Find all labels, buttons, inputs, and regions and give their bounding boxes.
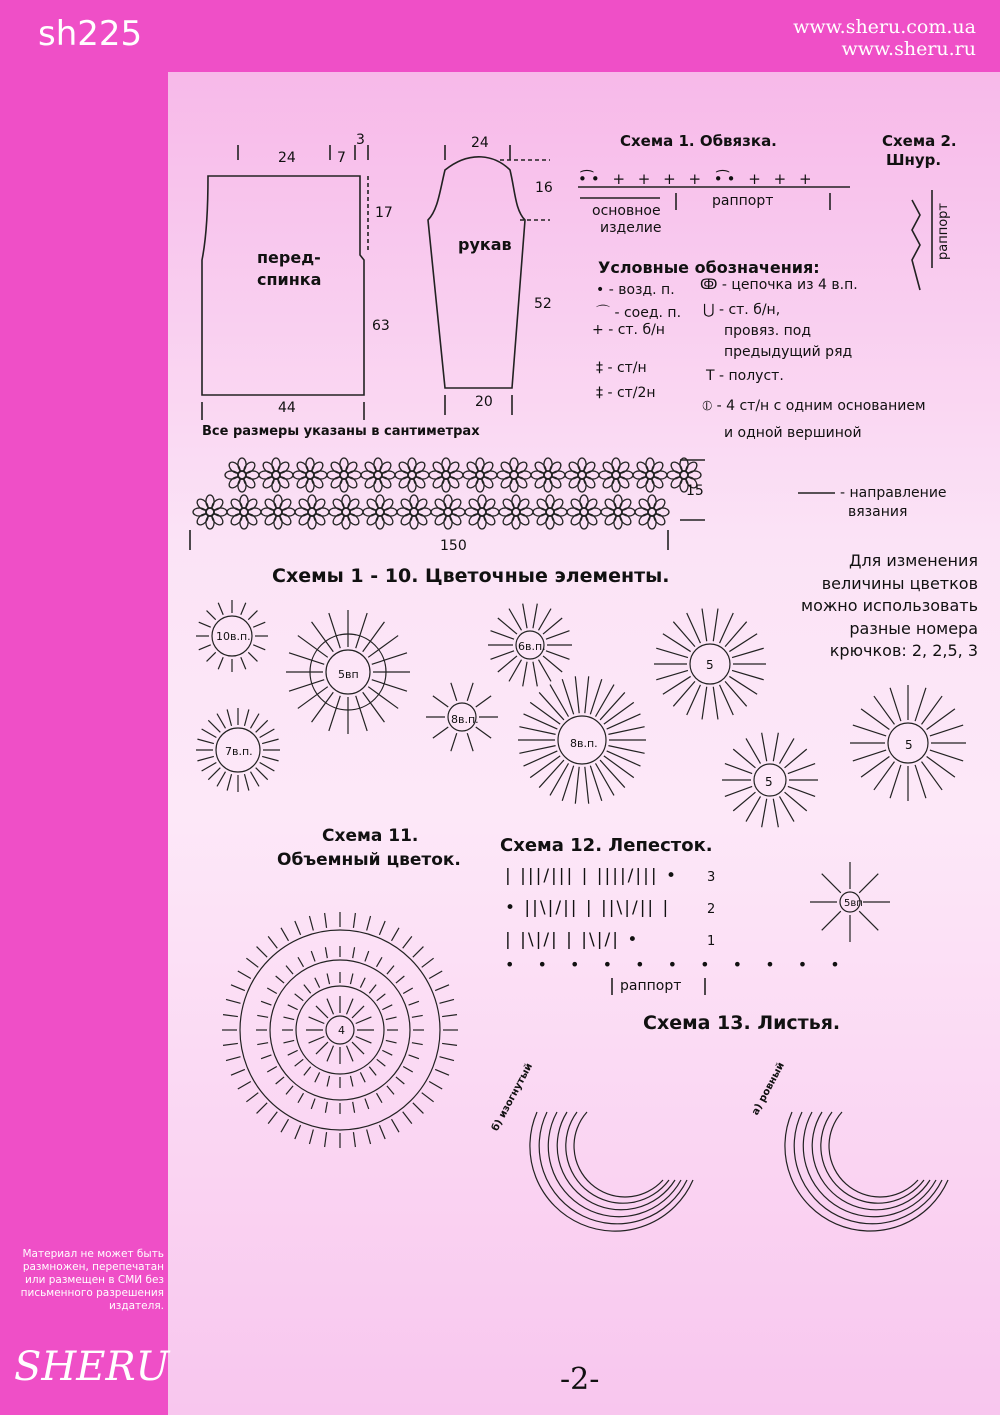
band-flower <box>395 458 429 492</box>
motif4-center: 5 <box>706 658 714 672</box>
band-flower <box>293 458 327 492</box>
motif5-center: 7в.п. <box>225 745 253 758</box>
sleeve-dim-16: 16 <box>535 180 553 196</box>
chain-picot-icon: ↂ <box>700 277 718 293</box>
band-flower <box>499 495 533 529</box>
front-back-label-1: перед- <box>257 248 321 267</box>
band-flower <box>225 458 259 492</box>
band-flower <box>431 495 465 529</box>
scheme2-title-2: Шнур. <box>886 151 942 169</box>
scheme2-title-1: Схема 2. <box>882 132 957 150</box>
dim-3: 3 <box>356 132 365 148</box>
scheme1-stitches: •͡• + + + + •͡• + + + <box>578 170 816 188</box>
legend-right-4: предыдущий ряд <box>724 344 853 360</box>
sleeve-dim-20: 20 <box>475 394 493 410</box>
hook-icon: ⋃ <box>703 302 715 318</box>
legend-item-2: ⌒ - соед. п. <box>596 305 682 321</box>
dim-63: 63 <box>372 318 390 334</box>
band-flower <box>429 458 463 492</box>
scheme11-center: 4 <box>338 1024 345 1037</box>
motif8-center: 5 <box>765 775 773 789</box>
dc-icon: ‡ <box>596 360 603 376</box>
tr-icon: ‡ <box>596 385 603 401</box>
flower-band <box>193 458 701 529</box>
scheme12-row2: • ||\|/|| | ||\|/|| | <box>505 898 671 918</box>
flowers-title: Схемы 1 - 10. Цветочные элементы. <box>272 565 670 587</box>
band-flower <box>261 495 295 529</box>
cluster-icon: ⦶ <box>702 398 713 414</box>
leaf-motif <box>785 1112 948 1231</box>
leaf-motif <box>530 1112 693 1231</box>
bullet-icon: • <box>596 282 605 298</box>
sizes-note: Все размеры указаны в сантиметрах <box>202 424 480 439</box>
brand-logo: SHERU <box>14 1344 170 1390</box>
scheme12-row3: | |||/||| | ||||/||| • <box>505 866 679 886</box>
page-number: -2- <box>560 1362 600 1397</box>
dim-44: 44 <box>278 400 296 416</box>
legend-item-3: + - ст. б/н <box>592 322 665 338</box>
band-dim-150: 150 <box>440 538 467 554</box>
scheme1-repeat: раппорт <box>712 193 774 209</box>
band-flower <box>633 458 667 492</box>
scheme12-repeat: раппорт <box>620 978 682 994</box>
legend-right-2: ⋃ - ст. б/н, <box>703 302 781 318</box>
copyright-note: Материал не может быть размножен, перепечатан или размещен в СМИ без письменного разрешения издателя. <box>20 1248 164 1312</box>
motif2-center: 5вп <box>338 668 359 681</box>
band-flower <box>397 495 431 529</box>
legend-item-5: ‡ - ст/2н <box>596 385 656 401</box>
band-flower <box>193 495 227 529</box>
scheme2-repeat: раппорт <box>936 203 951 260</box>
sleeve-outline <box>428 157 525 388</box>
site-url-ru[interactable]: www.sheru.ru <box>841 38 976 60</box>
band-flower <box>531 458 565 492</box>
band-flower <box>227 495 261 529</box>
band-flower <box>295 495 329 529</box>
sleeve-label: рукав <box>458 235 512 254</box>
arc-icon: ⌒ <box>596 305 610 321</box>
sleeve-dim-24: 24 <box>471 135 489 151</box>
flowers-note: Для изменения величины цветков можно использовать разные номера крючков: 2, 2,5, 3 <box>801 551 978 660</box>
motif6-center: 8в.п. <box>451 713 479 726</box>
scheme1-base: основное <box>592 203 661 219</box>
motif3-center: 6в.п. <box>518 640 546 653</box>
band-flower <box>327 458 361 492</box>
legend-right-5: T - полуст. <box>706 368 784 384</box>
band-flower <box>463 458 497 492</box>
legend-right-3: провяз. под <box>724 323 812 339</box>
motif1-center: 10в.п. <box>216 630 251 643</box>
direction-label-2: вязания <box>848 504 908 520</box>
leaf-b-label: б) изогнутый <box>490 1061 536 1134</box>
band-flower <box>363 495 397 529</box>
petal-flower-center: 5вп <box>844 898 863 909</box>
scheme11-title-1: Схема 11. <box>322 826 419 846</box>
band-flower <box>635 495 669 529</box>
legend-right-7: и одной вершиной <box>724 425 862 441</box>
band-flower <box>533 495 567 529</box>
band-flower <box>567 495 601 529</box>
front-back-label-2: спинка <box>257 270 322 289</box>
sleeve-dim-52: 52 <box>534 296 552 312</box>
row-label-1: 1 <box>707 934 716 949</box>
band-flower <box>599 458 633 492</box>
scheme12-chain: • • • • • • • • • • • <box>505 955 849 974</box>
scheme13-title: Схема 13. Листья. <box>643 1012 841 1034</box>
dim-17: 17 <box>375 205 393 221</box>
band-flower <box>465 495 499 529</box>
dim-24: 24 <box>278 150 296 166</box>
hdc-icon: T <box>706 368 715 384</box>
legend-right-1: ↂ - цепочка из 4 в.п. <box>700 277 858 293</box>
scheme12-title: Схема 12. Лепесток. <box>500 835 713 856</box>
band-flower <box>329 495 363 529</box>
pattern-code: sh225 <box>38 14 143 54</box>
band-flower <box>565 458 599 492</box>
band-flower <box>601 495 635 529</box>
scheme1-title: Схема 1. Обвязка. <box>620 132 777 150</box>
band-dim-15: 15 <box>686 483 704 499</box>
leaf-a-label: а) ровный <box>750 1060 788 1118</box>
band-flower <box>497 458 531 492</box>
legend-item-1: • - возд. п. <box>596 282 675 298</box>
scheme11-title-2: Объемный цветок. <box>277 850 461 870</box>
dim-7: 7 <box>337 150 346 166</box>
band-flower <box>259 458 293 492</box>
direction-label-1: - направление <box>840 485 947 501</box>
site-url-ua[interactable]: www.sheru.com.ua <box>793 16 976 38</box>
scheme1-base2: изделие <box>600 220 662 236</box>
motif9-center: 5 <box>905 738 913 752</box>
plus-icon: + <box>592 322 604 338</box>
motif7-center: 8в.п. <box>570 737 598 750</box>
band-flower <box>361 458 395 492</box>
row-label-3: 3 <box>707 870 716 885</box>
legend-title: Условные обозначения: <box>598 258 820 277</box>
legend-right-6: ⦶ - 4 ст/н с одним основанием <box>702 398 926 414</box>
scheme12-row1: | |\|/| | |\|/| • <box>505 930 640 950</box>
legend-item-4: ‡ - ст/н <box>596 360 647 376</box>
row-label-2: 2 <box>707 902 716 917</box>
